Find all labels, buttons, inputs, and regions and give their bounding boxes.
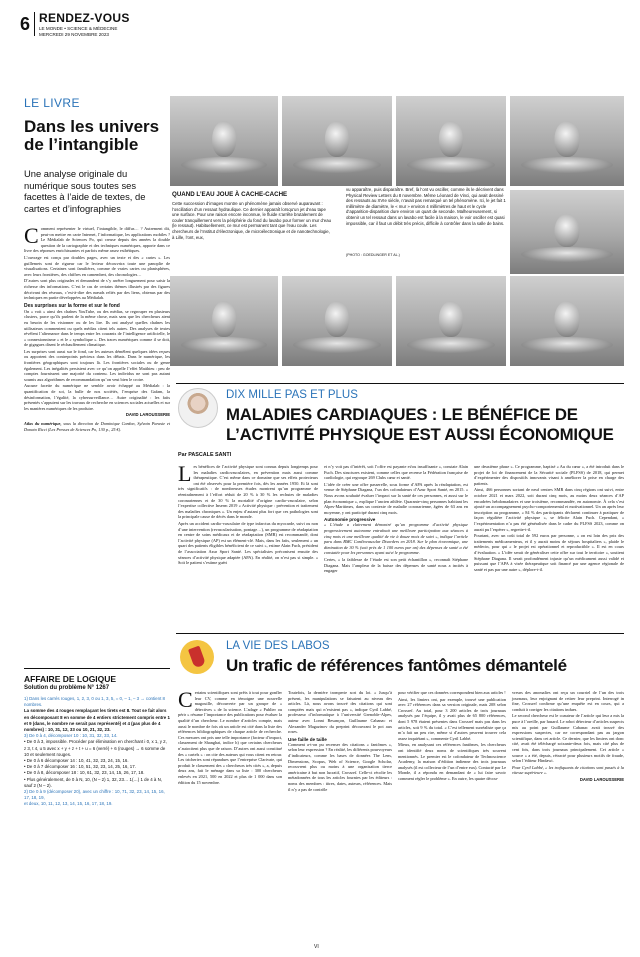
labos-title: Un trafic de références fantômes démantelé [226, 656, 567, 675]
heart-drop-cap: L [178, 461, 192, 486]
page-header [20, 8, 630, 38]
book-logique-divider [24, 668, 170, 669]
water-photo [170, 96, 278, 186]
author-portrait [178, 388, 218, 428]
labos-paragraph: Comment a-t-on pu recenser des citations « fantômes », selon leur expression ? En réalité, les différents pourvoyeurs d’indicateurs, comme les bases de données The Lens, Dimensions, Scopus, Web of Science, Google Scholar, recouvrent plus ou moins à une organisation tierce américaine à but non lucratif, Crossref. Celle-ci récolte les métadonnées de tous les articles fournies par les éditeurs : noms des membres : titres, dates, auteurs, références. Mais il n’y a pas de contrôle [288, 741, 392, 792]
labos-paragraph: Mieux, en analysant ces références fantômes, les chercheurs ont identifié deux noms de scientifiques très souvent mentionnés. Le premier est le cofondateur de Technoscience Academy, la maison d’édition indienne des trois journaux analysés (il est collecteur de l’un d’entre eux). Contacté par Le Monde, il a répondu en demandant de « lui faire savoir comment régler le problème ». En outre, les quatre décou- [398, 742, 506, 781]
labos-drop-cap: C [178, 687, 193, 712]
heart-byline: Par PASCALE SANTI [178, 452, 232, 458]
heart-paragraph: une deuxième phase ». Ce programme, baptisé « Au du cœur », a été introduit dans le projet de loi de financement de la Sécurité sociale (PLFSS) de 2018, qui permet d’expérimenter des dispositifs innovants visant à améliorer la prise en charge des patients. [474, 464, 624, 486]
book-paragraph: On « voit » ainsi des chaînes YouTube, ou des médias, se regrouper en plusieurs clusters, parce qu’ils parlent de la même chose, mais sans que les chercheurs aient eu besoin de les visionner ou de les lire. Ils ont analysé quelles chaînes les utilisateurs commentent ou quels médias citent tels autres. Des analyses de textes révèlent l’alternance dans le temps entre les courants de l’intelligence artificielle, le « connexionnisme » et le « symbolique ». Des traces numériques comme il se doit, de gigagues disent le réchauffement climatique. [24, 308, 170, 348]
book-ref-rest: sous la direction de Dominique Cardon, Sylvain Parasie et Donato Ricci (Les Presses de Sciences Po, 130 p., 25 €). [24, 421, 170, 432]
logic-line: • De 0 à 6 décomposer 14 : 10, 41, 32, 23, 24, 15, 16. [24, 758, 129, 764]
book-review [24, 96, 170, 434]
book-paragraph: Les surprises sont aussi sur le fond, car les auteurs démêlent quelques idées reçues ou apportent des contrepoints précieux dans les débats. Dans le numérique, les frontières géographiques sont toujours là. Les frontières sociales ou de genre également. Les inégalités persistent avec ce qu’on appelle l’effet Matthieu : peu de comptes fournissent une majorité du contenu. Les individus ne sont pas autant soumis aux algorithmes de recommandation qu’on veut bien le croire. [24, 348, 170, 382]
logic-line: La somme des 4 rouges remplaçant les tirets est 8. Tout se fait alors en décomposant 8 en somme de 4 entiers strictement compris entre 1 et 9 (dans, le nombre ne serait pas représenté) et 4 (pas plus de 4 nombres) : 10, 31, 12, 33 ou 10, 21, 32, 23. [24, 708, 170, 733]
heart-title-line1: MALADIES CARDIAQUES : LE BÉNÉFICE DE [226, 405, 578, 424]
logic-line: • De 0 à 8, décomposer 18 : 10, 61, 32, 23, 14, 15, 26, 17, 18. [24, 770, 145, 776]
labos-paragraph: pour vérifier que ces données correspondent bien aux articles ! [398, 690, 506, 695]
photo-grid [170, 96, 624, 366]
photo-caption [172, 187, 506, 257]
heart-paragraph: Après un accident cardio-vasculaire de type infarctus du myocarde, suivi ou non d’une intervention (revascularisation, pontage…), un programme de réadaptation en centre de soins médicaux et de réadaptation (SMR) est recommandé, dont l’activité physique (AP) est un élément-clé. Mais, dans les faits, seulement « un quart des patients éligibles bénéficient de ce suivi », estime Alain Fuch, président de l’association Azur Sport Santé. Les spécialistes préconisent ensuite des séances d’activité physique adaptée (APA). En réalité, on n’est pas si simple. « Soit le patient s’estime guéri [178, 520, 318, 566]
labos-paragraph: Pour Cyril Labbé, « les trafiquants de citations sont passés à la vitesse supérieure ». [512, 764, 624, 776]
labos-paragraph: Ainsi, les limiers ont, par exemple, trouvé une publication avec 27 références dans sa version originale, mais 208 selon Crossref. Au total, pour 3 200 articles de trois journaux analysés par l’équipe, il y avait plus de 65 800 références, dont 5 978 étaient présentes dans Crossref mais pas dans les articles, soit 9 % du total. « C’est tellement surréaliste que ça m’a fait un peu rire, même si d’autres peuvent trouver cela assez inquiétant », commente Cyril Labbé. [398, 696, 506, 741]
heart-title-line2: L’ACTIVITÉ PHYSIQUE EST AUSSI ÉCONOMIQUE [226, 425, 614, 444]
caption-title: QUAND L’EAU JOUE À CACHE-CACHE [172, 191, 288, 198]
caption-body: Cette succession d’images montre un phénomène jamais observé auparavant : l’oscillation d’un ressaut hydraulique. Ce dernier apparaît lorsqu’un jet d’eau tape une surface. Pour une raison encore inconnue, le fluide s’arrête brutalement de couler tranquillement vers la périphérie du fond du lavabo pour former un mur d’eau (le ressaut). Habituellement, ce mur est permanent tant que l’eau coule. Les chercheurs de l’Institut d’électronique, de microélectronique et de nanotechnologie, à Lille, l’ont, eux, [172, 201, 332, 240]
heart-top-divider [176, 383, 624, 384]
logic-line: • Plus généralement, de 0 à N, 10, (N – 2) 1, 32, 23… 1(…) 1 de 4 à N, sauf 2 (N – 2). [24, 776, 162, 788]
heart-paragraph: « L’étude a clairement démontré qu’un programme d’activité physique progressivement autonome entraînait une meilleure participation aux séances à cinq mois et une meilleure qualité de vie à douze mois de suivi », indique l’article paru dans BMC Cardiovascular Disorders en 2018. Sur le plan économique, une diminution de 30 % (soit près de 1 100 euros par an) des dépenses de santé a été constatée pour les personnes ayant suivi le programme. [324, 522, 468, 556]
book-paragraph: omment représenter le virtuel, l’intangible, le diffus… ? Autrement dit, peut-on mettre en carte Internet, l’informatique, les applications mobiles ? Le Médialab de Sciences Po, qui creuse depuis des années la double question de la cartographie et des techniques numériques, apporte dans ce livre des réponses enrichissantes et parfois même assez esthétiques. [24, 226, 170, 254]
labos-paragraph: Le second chercheur est le coauteur de l’article qui leur a mis la puce à l’oreille, par hasard. Le robot détecteur d’articles suspects mis au point par Guillaume Cabanac avait trouvé des expressions suspectes, car ne correspondant pas au jargon scientifique, dans cet article. Ce dernier, que les limiers ont donc cité, avait été téléchargé soixante-deux fois, mais cité plus de cent fois, dans trois journaux principalement. Cet article « source » a été, depuis, rétracté pour plusieurs motifs de fraude, selon l’éditeur Hindawi. [512, 713, 624, 764]
book-title: Dans les univers de l’intangible [24, 117, 160, 154]
water-photo [510, 190, 624, 274]
logic-line: et deux, 10, 11, 12, 13, 14, 15, 16, 17, 18, 19. [24, 801, 113, 807]
labos-column-4 [512, 690, 624, 782]
book-paragraph: D’autres sont plus originales et demandent de s’y arrêter longuement pour saisir la richesse des informations. C’est le cas de certains thèmes illustrés par des figures décrivant des réseaux, c’est-à-dire des nœuds reliés par des liens, obtenus par des techniques en partie développées au Médialab. [24, 278, 170, 301]
heart-column-1 [178, 461, 318, 567]
heart-kicker: DIX MILLE PAS ET PLUS [226, 389, 358, 401]
masthead: LE MONDE • SCIENCE & MÉDECINE [39, 26, 118, 31]
labos-subhead: Une faille de taille [288, 736, 327, 742]
water-photo [282, 96, 392, 186]
heart-column-3 [474, 464, 624, 573]
book-paragraph: Aucune facette du numérique ne semble avoir échappé au Médialab : la quantification de soi, la bulle de nos sociétés, l’emprise des Gafam, la désinformation, l’égalité, la cybersurveillance… Autre originalité : les faits présentés s’appuient sur les travaux de recherche en sciences sociales actuelles et sur les manières numériques de les produire. [24, 383, 170, 411]
book-drop-cap: C [24, 223, 39, 248]
labos-column-1 [178, 687, 282, 786]
heart-paragraph: Pourtant, avec un coût total de 592 euros par personne, « on est loin des prix des traitements médicamenteux, et il y aurait moins de séjours hospitaliers », plaide le médecin, pour qui « le projet est opérationnel et reproductible ». Il est en cours d’évaluation. « L’idée serait de généraliser cette offre sur tout le territoire », soutient Stéphane Diagana. Il serait profondément injuste qu’un médicament aussi validé et puissant que l’APA à visée thérapeutique soit financé par une agence régionale de santé et pas par une autre », déplore-t-il. [474, 533, 624, 572]
logic-title: AFFAIRE DE LOGIQUE [24, 674, 117, 684]
labos-icon [180, 640, 214, 674]
logic-line: 2) De 0 à 9 (décomposer 20), avec un chiffre : 10, 71, 32, 23, 14, 15, 16, 17, 18, 19, [24, 789, 165, 801]
heart-paragraph: L’idée de créer une offre passerelle, sous forme d’APA après la réadaptation, est venue de Stéphane Diagana, l’un des cofondateurs d’Azur Sport Santé, en 2015. « Nous avons souhaité évaluer l’impact sur la santé de ces personnes, et aussi sur le plan économique », explique l’ancien athlète. Quarante-cinq personnes habitant les Alpes-Maritimes, dans un contexte de maladie coronarienne, âgées de 63 ans en moyenne, y ont participé durant cinq mois. [324, 481, 468, 515]
book-paragraph: L’ouvrage est conçu par doubles pages, avec un texte et des « cartes ». Les guillemets sont de rigueur car le lecteur découvrira toute une panoplie de visualisations. Certaines sont familières, comme de vraies cartes ou planisphères, avec leurs frontières, des chiffres en camembert, des chronologies… [24, 254, 170, 277]
heart-paragraph: Certes, « la faiblesse de l’étude est son petit échantillon », reconnaît Stéphane Diagana. Mais l’ampleur de la baisse des dépenses de santé nous a incités à engager [324, 556, 468, 574]
page-folio: VI [314, 944, 319, 950]
water-photo [510, 276, 624, 366]
water-photo [396, 96, 506, 186]
heart-subhead: Autonomie progressive [324, 517, 376, 523]
book-body [24, 223, 170, 433]
book-reference [24, 421, 170, 432]
labos-paragraph: ertains scientifiques sont prêts à tout pour gonfler leur CV, comme en témoigne une nouvelle magouille, découverte par un groupe de « détectives » de la science. L’adage « Publier ou périr » résume l’importance des publications pour évaluer la qualité d’un chercheur. Le nombre d’articles compte, mais aussi le nombre de fois où un article est cité dans la liste des références bibliographiques de chaque article de recherche. Ces mesures ont pris une telle importance (facteur d’impact, classement de Shanghai, indice h) que certains chercheurs n’autocitent plus que de raison. D’autres ont aussi constitué des « cartels » : on cite des auteurs qui vous citent en retour. Les tricheries sont répandues que l’entreprise Clarivate, qui produit le classement des « chercheurs très cités », a, depuis deux ans, fait le ménage dans sa liste : 300 chercheurs enlevés en 2021, 500 en 2022 et plus de 1 000 dans son édition du 15 novembre. [178, 690, 282, 785]
labos-paragraph: Toutefois, la dernière tromperie sort du lot. « Jusqu’à présent, les manipulations se faisaient au niveau des articles. Là, nous avons trouvé des citations qui sont comptées mais qui n’existent pas », indique Cyril Labbé, professeur d’informatique à l’université Grenoble-Alpes, auteur avec Lonni Besançon, Guillaume Cabanac et Alexander Magazinov du preprint découvrant le pot aux roses. [288, 690, 392, 735]
labos-flask-icon [188, 646, 206, 669]
logic-solution [24, 696, 170, 808]
book-signature: DAVID LAROUSSERIE [125, 412, 170, 418]
photo-credit: (PHOTO : GOEDLINGER ET AL.) [346, 253, 400, 257]
labos-top-divider [176, 633, 624, 634]
labos-paragraph: vreurs des anomalies ont reçu un courriel de l’un des trois journaux, leur enjoignant de retirer leur preprint. Interrogé in fine, Crossref confirme qu’une enquête est en cours, qui a conduit à corriger les citations indues. [512, 690, 624, 712]
labos-column-2 [288, 690, 392, 793]
labos-kicker: LA VIE DES LABOS [226, 640, 330, 652]
logic-line: • De 0 à 3, impossible. Procéder par élimination en cherchant i 0, x 1, y 2, z 3, t 4, u 5 avec x + y + z + t + u = 6 (verré) + 6 (rouges) → 6 somme de 10 et seulement rouges. [24, 739, 167, 757]
labos-column-3 [398, 690, 506, 783]
logic-puzzle [24, 674, 170, 808]
heart-paragraph: Ainsi, 466 personnes sortant de neuf centres SMR dans cinq régions ont suivi, entre octobre 2021 et mars 2022, soit durant cinq mois, au moins deux séances d’AP encadrées hebdomadaires et une troisième, recommandée, en autonomie. À cela s’est ajouté un accompagnement psycho-comportemental et motivationnel. Un an après leur inscription au programme, « 84 % des participants déclarent continuer à pratiquer de façon régulière l’activité physique », se félicite Alain Fuch. Cependant, « l’expérimentation n’a pas été généralisée dans le cadre du PLFSS 2023, comme on aurait pu l’espérer », regrette-t-il. [474, 487, 624, 532]
section-title: RENDEZ-VOUS [39, 11, 130, 25]
book-subhead: Des surprises sur la forme et sur le fond [24, 302, 120, 309]
logic-line: 3) De 0 à 4, décomposer 10 : 10, 31, 32, 33, 14. [24, 733, 118, 739]
water-photo [282, 276, 392, 366]
book-standfirst: Une analyse originale du numérique sous toutes ses facettes à l’aide de textes, de cartes et d’infographies [24, 168, 146, 214]
water-photo [396, 276, 506, 366]
logic-line: • De 0 à 7 décomposer 16 : 10, 51, 32, 23, 14, 25, 16, 17. [24, 764, 136, 770]
book-ref-title: Atlas du numérique, [24, 421, 62, 427]
page-number: 6 [20, 14, 31, 34]
water-photo [510, 96, 624, 186]
issue-date: MERCREDI 29 NOVEMBRE 2023 [39, 32, 109, 37]
book-kicker: LE LIVRE [24, 96, 80, 110]
caption-body-continued: vu apparaître, puis disparaître. Bref, là l’ont vu osciller, comme ils le décrivent dans Physical Review Letters du 8 novembre. Même Léonard de Vinci, qui avait dessiné des ressauts au XVIe siècle, n’avait pas remarqué un tel phénomène. Ici, le jet fait 1 millimètre de diamètre, le « mur » environ 4 millimètres de haut et le cycle d’apparition-disparition dure environ un quart de seconde. Malheureusement, si obtenir un tel ressaut dans un lavabo est facile à la maison, le voir osciller est quasi impossible, car il faut un débit très précis, difficile à contrôler dans la salle de bains. [346, 187, 506, 226]
heart-paragraph: es bénéfices de l’activité physique sont connus depuis longtemps pour les maladies cardiovasculaires, en prévention mais aussi comme thérapeutique. C’est même dans ce domaine que ses effets protecteurs ont été observés pour la première fois, dès les années 1950. Et là sont très significatifs : de nombreuses études montrent qu’un programme de réentraînement à l’effort réduit de 20 % à 30 % les rechutes de maladies coronariennes et de 30 % la mortalité d’origine cardio-vasculaire, selon l’expertise collective Inserm 2019 « Activité physique : prévention et traitement des maladies chroniques ». Un enjeu d’autant plus fort que ces pathologies sont la principale cause de décès dans le monde. [178, 464, 318, 520]
header-divider [34, 12, 35, 36]
heart-column-2 [324, 464, 468, 575]
logic-subtitle: Solution du problème N° 1267 [24, 685, 110, 691]
labos-signature: DAVID LAROUSSERIE [579, 776, 624, 782]
heart-paragraph: et n’y voit pas d’intérêt, soit l’offre est payante et/ou insuffisante », constate Alain Fuch. Des structures existent, comme celles que recense la Fédération française de cardiologie, qui regroupe 269 Clubs cœur et santé. [324, 464, 468, 481]
water-photo [170, 276, 278, 366]
logic-line: 1) Dans les carrés rouges, 1, 2, 3, 0 ou 1, 3, 5, = 0, – 1, – 3 → contient 8 nombres. [24, 696, 165, 708]
